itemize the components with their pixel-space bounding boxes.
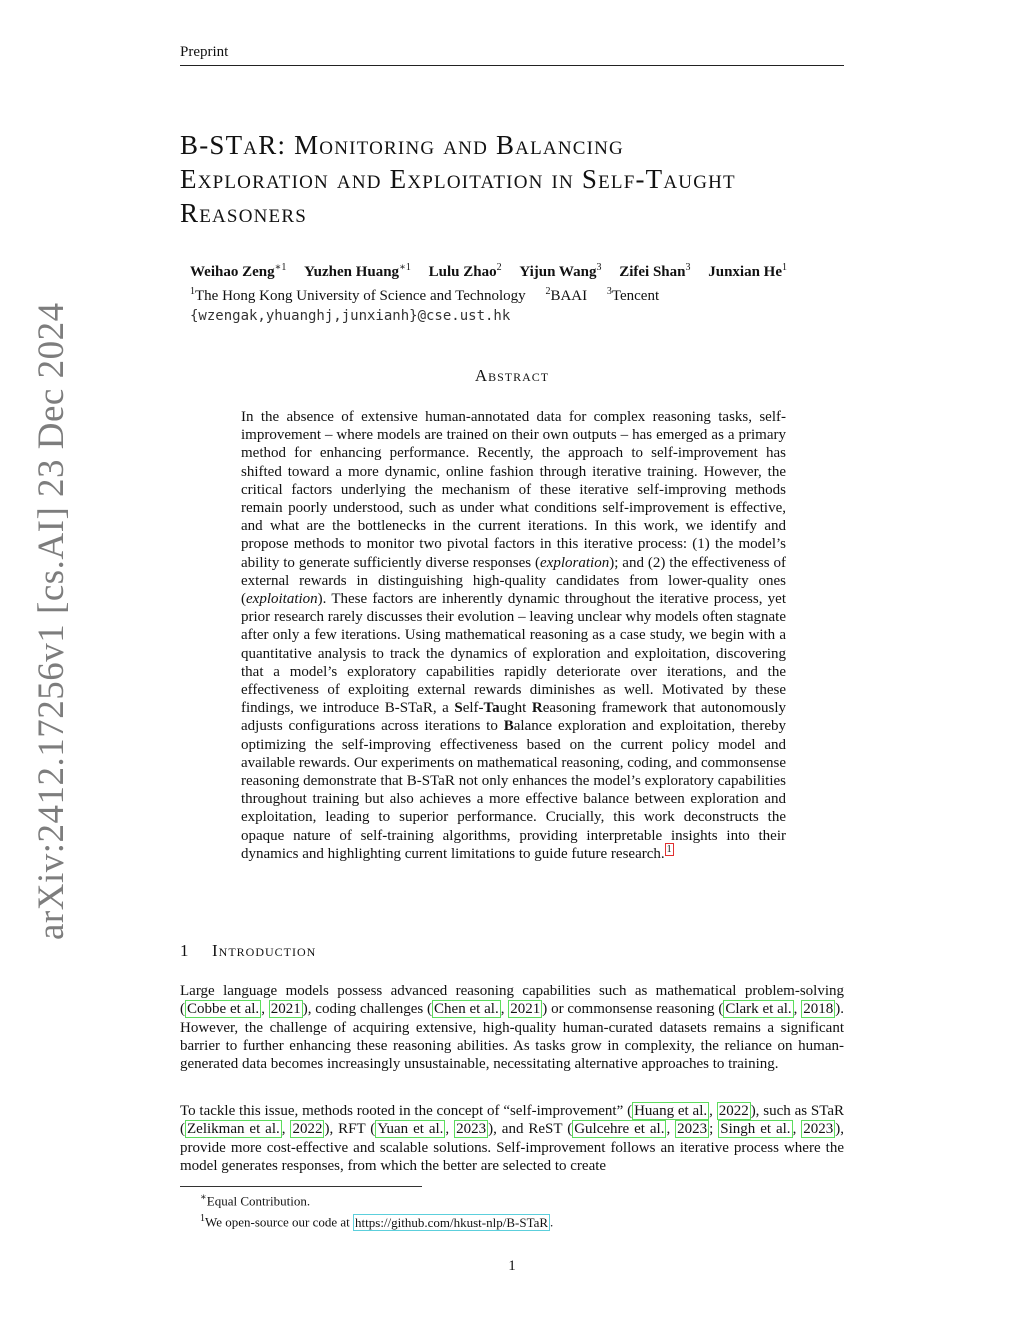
author: Weihao Zeng$^{∗1}$ (190, 262, 287, 280)
citation-year-link[interactable]: 2023 (677, 1121, 708, 1138)
footnotes (200, 1189, 840, 1232)
author-block (190, 258, 870, 326)
citation-link[interactable]: Gulcehre et al. (574, 1121, 665, 1138)
footnote-link[interactable]: 1 (666, 843, 672, 855)
citation-link[interactable]: Yuan et al. (377, 1121, 444, 1138)
title-line-2: Exploration and Exploitation in Self-Taught (180, 164, 736, 194)
arxiv-identifier-stamp: arXiv:2412.17256v1 [cs.AI] 23 Dec 2024 (31, 302, 72, 940)
author-list (190, 258, 870, 282)
section-heading-introduction: 1 Introduction (180, 941, 317, 960)
citation-link[interactable]: Singh et al. (720, 1121, 791, 1138)
footnote-equal-contribution: ∗Equal Contribution. (200, 1192, 311, 1209)
abstract-heading: Abstract (474, 366, 550, 385)
footnote-code-release: $^1$We open-source our code at https://github.com/hkust-nlp/B-STaR . (200, 1213, 554, 1230)
footnote-rule (180, 1186, 422, 1187)
author: Yijun Wang$^3$ (519, 262, 602, 280)
author: Zifei Shan$^3$ (619, 262, 691, 280)
page-number: 1 (508, 1258, 516, 1274)
citation-year-link[interactable]: 2022 (292, 1121, 323, 1138)
title-line-3: Reasoners (180, 198, 307, 228)
citation-link[interactable]: Huang et al. (634, 1103, 708, 1119)
github-url-link[interactable]: https://github.com/hkust-nlp/B-STaR (355, 1214, 549, 1230)
citation-link[interactable]: Chen et al. (434, 1001, 499, 1018)
citation-link[interactable]: Zelikman et al. (187, 1121, 280, 1138)
citation-year-link[interactable]: 2023 (803, 1121, 834, 1138)
citation-year-link[interactable]: 2018 (803, 1001, 834, 1018)
intro-paragraph-1: Large language models possess advanced reasoning capabilities such as mathematical problem-solving ( Cobbe et al. , 2021 ), coding challenges ( Chen et al. , 2021 ) or commonsense reasoning ( Clark et al. , 2018 ). However, the challenge of acquiring extensive, high-quality human-curated datasets remains a significant barrier to further enhancing these reasoning abilities. As tasks grow in complexity, the reliance on human-generated data becomes increasingly unsustainable, necessitating alternative approaches to training. (180, 983, 844, 1073)
abstract-body: In the absence of extensive human-annotated data for complex reasoning tasks, self-improvement – where models are trained on their own outputs – has emerged as a primary method for enhancing performance. Recently, the approach to self-improvement has shifted toward a more dynamic, online fashion through iterative training. However, the critical factors underlying the mechanism of these iterative self-improving methods remain poorly understood, such as under what conditions self-improvement is effective, and what are the bottlenecks in the current iterations. In this work, we identify and propose methods to monitor two pivotal factors in this iterative process: (1) the model’s ability to generate sufficiently diverse responses (exploration); and (2) the effectiveness of external rewards in distinguishing high-quality candidates from lower-quality ones (exploitation). These factors are inherently dynamic throughout the iterative process, yet prior research rarely discusses their evolution – leaving unclear why models often stagnate after only a few iterations. Using mathematical reasoning as a case study, we begin with a quantitative analysis to track the dynamics of exploration and exploitation, discovering that a model’s exploratory capabilities rapidly deteriorate over iterations, and the effectiveness of exploiting external rewards diminishes as well. Motivated by these findings, we introduce B-STaR, a Self-Taught Reasoning framework that autonomously adjusts configurations across iterations to Balance exploration and exploitation, thereby optimizing the self-improving effectiveness based on the current policy model and available rewards. Our experiments on mathematical reasoning, coding, and commonsense reasoning demonstrate that B-STaR not only enhances the model’s exploratory capabilities throughout training but also achieves a more effective balance between exploration and exploitation, leading to superior performance. Crucially, this work deconstructs the opaque nature of self-training algorithms, providing interpretable insights into their dynamics and highlighting current limitations to guide future research. $^1$ (241, 409, 786, 862)
author: Lulu Zhao$^2$ (428, 262, 502, 280)
citation-link[interactable]: Clark et al. (725, 1001, 792, 1018)
intro-paragraph-2: To tackle this issue, methods rooted in the concept of “self-improvement” ( Huang et al. , 2022 ), such as STaR ( Zelikman et al. , 2022 ), RFT ( Yuan et al. , 2023 ), and ReST ( Gulcehre et al. , 2023 ; Singh et al. , 2023 ), provide more cost-effective and scalable solutions. Self-improvement follows an iterative process where the model generates responses, from which the better are selected to create (180, 1103, 844, 1174)
paper-title (180, 128, 880, 230)
citation-link[interactable]: Cobbe et al. (187, 1001, 260, 1018)
author: Junxian He$^1$ (708, 262, 788, 280)
affiliation: $^2$BAAI (545, 286, 588, 304)
citation-year-link[interactable]: 2023 (456, 1121, 487, 1138)
affiliation: $^1$The Hong Kong University of Science and Technology (190, 286, 526, 304)
affiliation-list (190, 282, 870, 306)
header-rule (180, 65, 844, 66)
running-header: Preprint (180, 44, 229, 60)
citation-year-link[interactable]: 2021 (270, 1001, 301, 1018)
affiliation: $^3$Tencent (606, 286, 660, 304)
citation-year-link[interactable]: 2022 (718, 1103, 749, 1119)
author: Yuzhen Huang$^{∗1}$ (304, 262, 411, 280)
author-email: {wzengak,yhuanghj,junxianh}@cse.ust.hk (190, 308, 511, 324)
title-line-1: B-STaR: Monitoring and Balancing (180, 130, 624, 160)
citation-year-link[interactable]: 2021 (510, 1001, 541, 1018)
